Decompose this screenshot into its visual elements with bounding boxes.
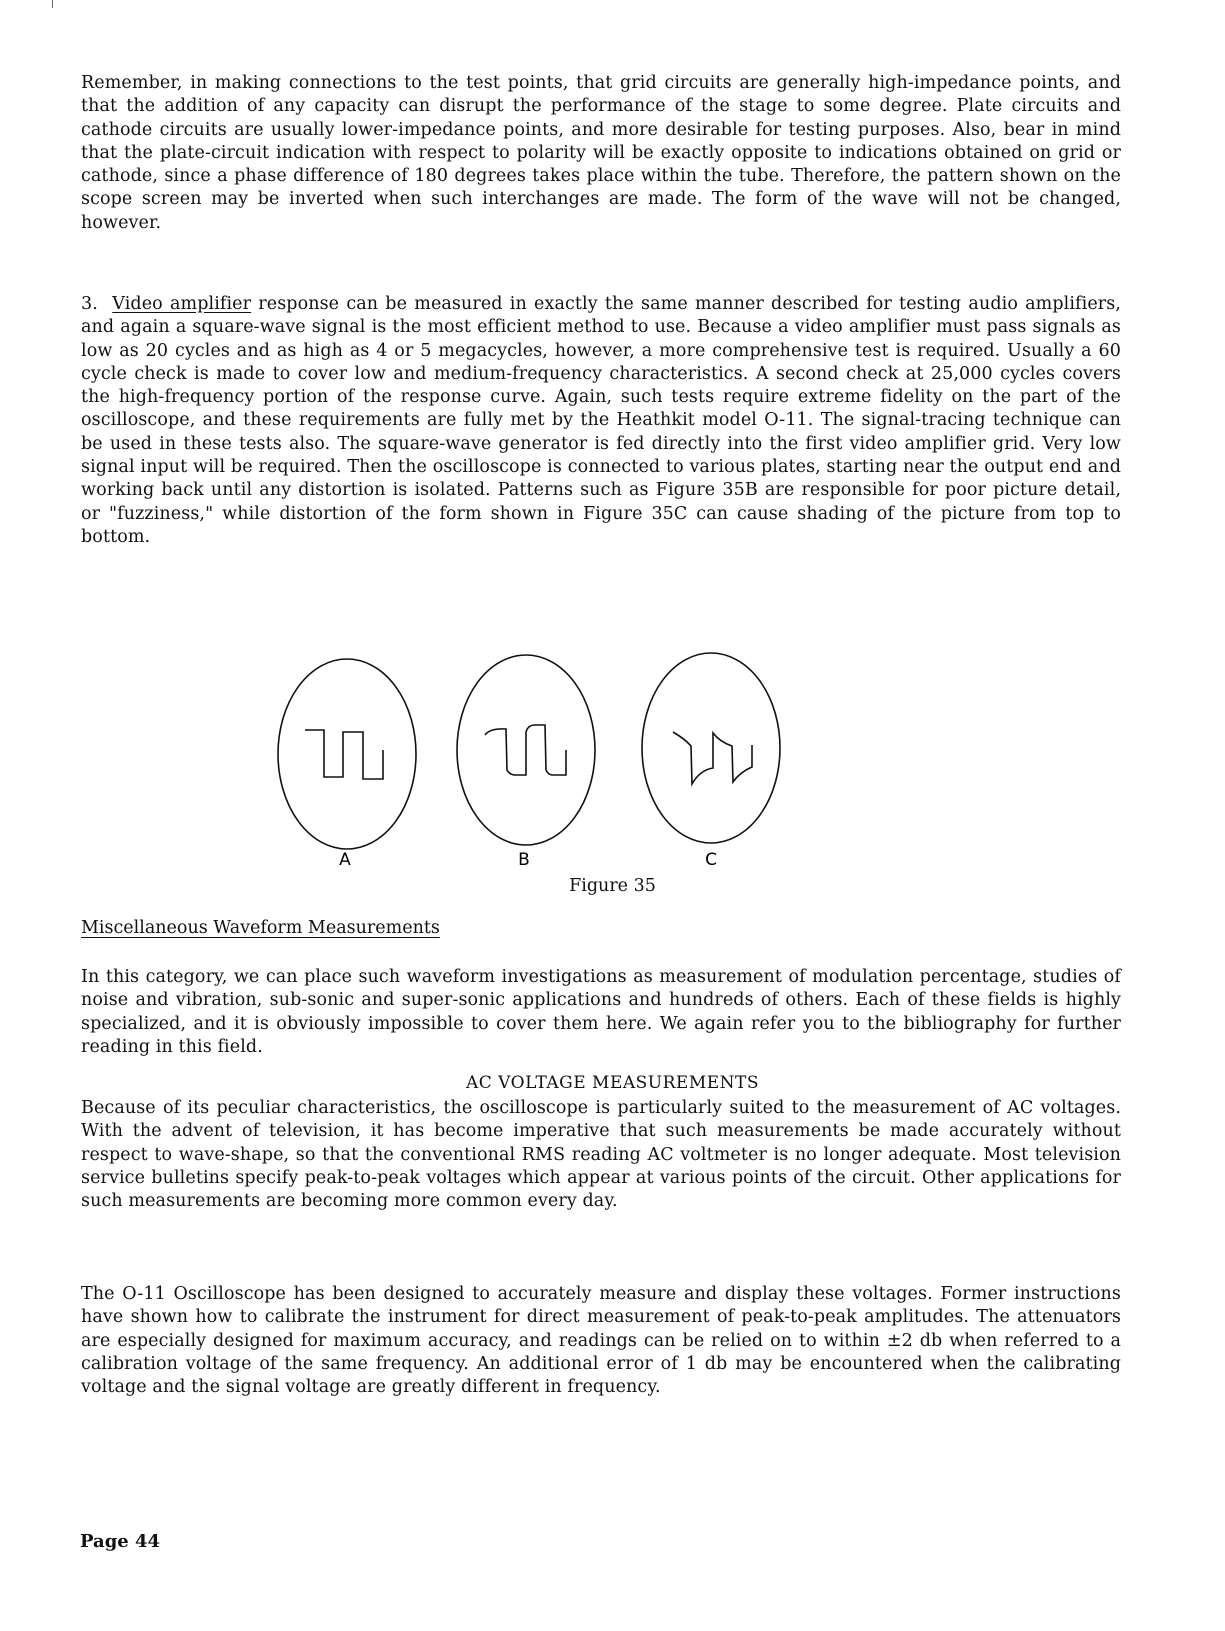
paragraph-text: Because of its peculiar characteristics, the oscilloscope is particularly suited to the measurement of AC voltages. With the advent of television, it has become imperative that such measurements be made accurately without respect to wave-shape, so that the conventional RMS reading AC voltmeter is no longer adequate. Most television service bulletins specify peak-to-peak voltages which appear at various points of the circuit. Other applications for such measurements are becoming more common every day. [81, 1098, 1121, 1212]
oscilloscope-patterns-diagram [260, 622, 960, 872]
paragraph-text [81, 293, 1121, 549]
paragraph-text: Remember, in making connections to the test points, that grid circuits are generally high-impedance points, and that the addition of any capacity can disrupt the performance of the stage to some degree. Plate circuits and cathode circuits are usually lower-impedance points, and more desirable for testing purposes. Also, bear in mind that the plate-circuit indication with respect to polarity will be exactly opposite to indications obtained on grid or cathode, since a phase difference of 180 degrees takes place within the tube. Therefore, the pattern shown on the scope screen may be inverted when such interchanges are made. The form of the wave will not be changed, however. [81, 73, 1121, 233]
paragraph-o11-accuracy [81, 1283, 1121, 1399]
section-heading-ac-voltage: AC VOLTAGE MEASUREMENTS [465, 1073, 760, 1093]
section-heading-misc: Miscellaneous Waveform Measurements [81, 918, 440, 938]
waveform-b [485, 725, 566, 775]
paragraph-text: In this category, we can place such waveform investigations as measurement of modulation percentage, studies of noise and vibration, sub-sonic and super-sonic applications and hundreds of others. Each of these fields is highly specialized, and it is obviously impossible to cover them here. We again refer you to the bibliography for further reading in this field. [81, 967, 1121, 1057]
panel-label-a: A [339, 850, 351, 870]
paragraph-misc-measurements [81, 966, 1121, 1059]
page-number: Page 44 [80, 1531, 161, 1552]
panel-label-c: C [705, 850, 717, 870]
waveform-c [673, 732, 752, 784]
scan-mark [52, 0, 53, 8]
scope-screen-a [278, 659, 416, 849]
paragraph-text: The O-11 Oscilloscope has been designed to accurately measure and display these voltages. Former instructions have shown how to calibrate the instrument for direct measurement of peak-to-peak amplitudes. The attenuators are especially designed for maximum accuracy, and readings can be relied on to within ±2 db when referred to a calibration voltage of the same frequency. An additional error of 1 db may be encountered when the calibrating voltage and the signal voltage are greatly different in frequency. [81, 1284, 1121, 1398]
paragraph-video-amplifier [81, 293, 1121, 549]
paragraph-test-point-connections [81, 72, 1121, 235]
paragraph-ac-voltage-intro [81, 1097, 1121, 1213]
waveform-a [305, 730, 383, 779]
paragraph-body: response can be measured in exactly the same manner described for testing audio amplifiers, and again a square-wave signal is the most efficient method to use. Because a video amplifier must pass signals as low as 20 cycles and as high as 4 or 5 megacycles, however, a more comprehensive test is required. Usually a 60 cycle check is made to cover low and medium-frequency characteristics. A second check at 25,000 cycles covers the high-frequency portion of the response curve. Again, such tests require extreme fidelity on the part of the oscilloscope, and these requirements are fully met by the Heathkit model O-11. The signal-tracing technique can be used in these tests also. The square-wave generator is fed directly into the first video amplifier grid. Very low signal input will be required. Then the oscilloscope is connected to various plates, starting near the output end and working back until any distortion is isolated. Patterns such as Figure 35B are responsible for poor picture detail, or "fuzziness," while distortion of the form shown in Figure 35C can cause shading of the picture from top to bottom. [81, 294, 1121, 547]
figure-35 [260, 622, 960, 872]
item-number: 3. [81, 294, 98, 314]
panel-label-b: B [518, 850, 530, 870]
underlined-term: Video amplifier [112, 294, 252, 314]
figure-caption: Figure 35 [569, 876, 656, 896]
scope-screen-c [642, 653, 780, 843]
